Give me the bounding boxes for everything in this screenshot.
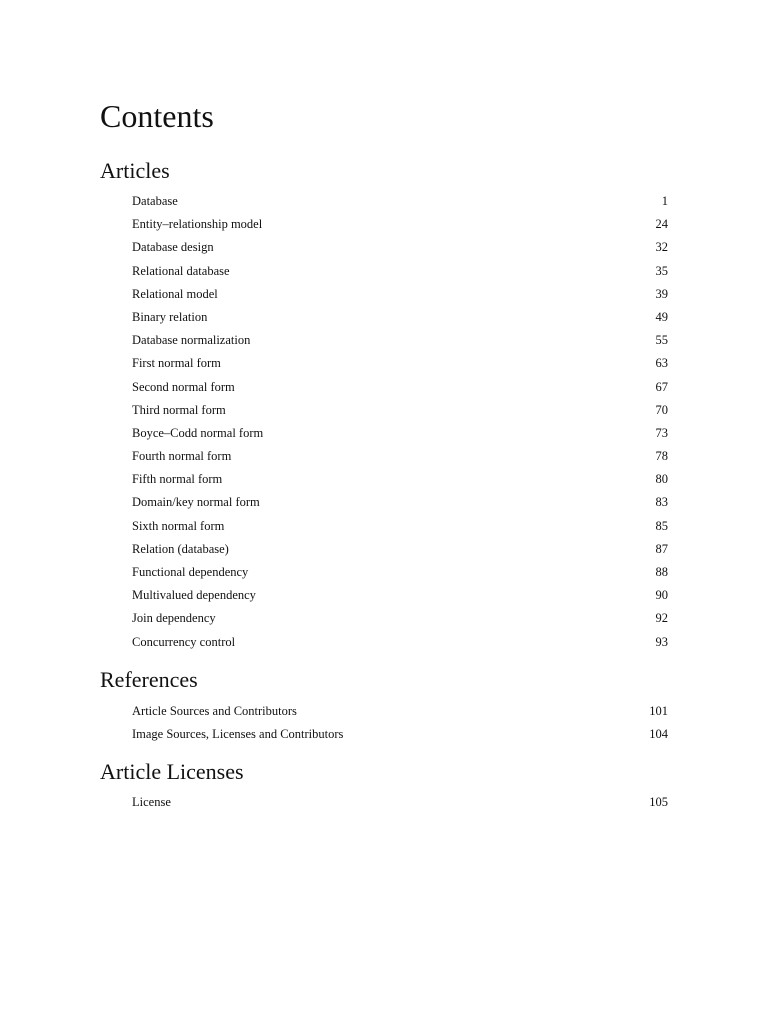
toc-entry[interactable] (132, 329, 668, 352)
toc-entry-page: 78 (655, 449, 668, 464)
toc-entry[interactable] (132, 491, 668, 514)
toc-entry-page: 93 (655, 634, 668, 649)
toc-entry-title: Join dependency (132, 611, 216, 626)
toc-entry-page: 105 (649, 795, 668, 809)
toc-entry-title: Database normalization (132, 333, 251, 348)
toc-entry-page: 1 (661, 194, 668, 208)
toc-entry-page: 55 (655, 333, 668, 348)
toc-entry[interactable] (132, 631, 668, 654)
toc-entry-title: Fourth normal form (132, 449, 232, 464)
section-heading-references: References (100, 667, 198, 692)
toc-entry-title: Relation (database) (132, 541, 229, 556)
toc-entry-page: 90 (655, 588, 668, 603)
toc-entry-title: Database (132, 194, 178, 208)
toc-entry-page: 32 (655, 240, 668, 255)
toc-entry[interactable] (132, 468, 668, 491)
toc-entry-title: Database design (132, 240, 214, 255)
toc-entry-title: Binary relation (132, 309, 208, 324)
toc-entry-title: Entity–relationship model (132, 217, 263, 232)
toc-entry[interactable] (132, 213, 668, 236)
toc-entry[interactable] (132, 260, 668, 283)
toc-entry-page: 104 (649, 727, 668, 742)
page-title: Contents (100, 98, 214, 134)
toc-entry-title: Image Sources, Licenses and Contributors (132, 727, 344, 742)
toc-entry[interactable] (132, 352, 668, 375)
toc-entry-title: License (132, 795, 171, 809)
toc-entry-title: Fifth normal form (132, 472, 223, 487)
toc-entry-title: Third normal form (132, 402, 226, 417)
toc-entry-page: 35 (655, 263, 668, 278)
toc-entry[interactable] (132, 306, 668, 329)
toc-entry-title: Sixth normal form (132, 518, 225, 533)
toc-entry[interactable] (132, 376, 668, 399)
toc-entry[interactable] (132, 422, 668, 445)
toc-list-references (132, 700, 668, 746)
toc-entry-page: 101 (649, 704, 668, 718)
toc-entry-page: 39 (655, 286, 668, 301)
toc-entry-page: 70 (655, 402, 668, 417)
toc-entry-page: 88 (655, 565, 668, 579)
toc-entry-title: Domain/key normal form (132, 495, 260, 510)
toc-list-articles (132, 190, 668, 654)
toc-list-article-licenses (132, 791, 668, 814)
toc-entry[interactable] (132, 700, 668, 723)
toc-entry[interactable] (132, 445, 668, 468)
toc-entry-title: First normal form (132, 356, 221, 371)
toc-entry[interactable] (132, 190, 668, 213)
toc-entry[interactable] (132, 283, 668, 306)
toc-entry-page: 63 (655, 356, 668, 371)
toc-entry-title: Functional dependency (132, 565, 249, 579)
toc-entry-title: Concurrency control (132, 634, 236, 649)
section-heading-article-licenses: Article Licenses (100, 759, 244, 784)
toc-entry-page: 87 (655, 541, 668, 556)
toc-entry-title: Article Sources and Contributors (132, 704, 297, 718)
toc-entry[interactable] (132, 791, 668, 814)
toc-entry-page: 49 (655, 309, 668, 324)
toc-entry-page: 83 (655, 495, 668, 510)
toc-entry-title: Second normal form (132, 379, 235, 394)
toc-entry[interactable] (132, 538, 668, 561)
toc-entry[interactable] (132, 607, 668, 630)
toc-entry[interactable] (132, 561, 668, 584)
toc-entry-title: Relational model (132, 286, 218, 301)
toc-entry-page: 73 (655, 425, 668, 440)
toc-entry[interactable] (132, 399, 668, 422)
toc-entry[interactable] (132, 723, 668, 746)
toc-entry[interactable] (132, 236, 668, 259)
toc-entry[interactable] (132, 584, 668, 607)
toc-entry-title: Boyce–Codd normal form (132, 425, 264, 440)
toc-entry-page: 24 (655, 217, 668, 232)
toc-entry-page: 80 (655, 472, 668, 487)
toc-entry-page: 85 (655, 518, 668, 533)
toc-entry[interactable] (132, 515, 668, 538)
toc-entry-title: Multivalued dependency (132, 588, 256, 603)
toc-entry-title: Relational database (132, 263, 230, 278)
toc-entry-page: 92 (655, 611, 668, 626)
section-heading-articles: Articles (100, 158, 170, 183)
toc-entry-page: 67 (655, 379, 668, 394)
